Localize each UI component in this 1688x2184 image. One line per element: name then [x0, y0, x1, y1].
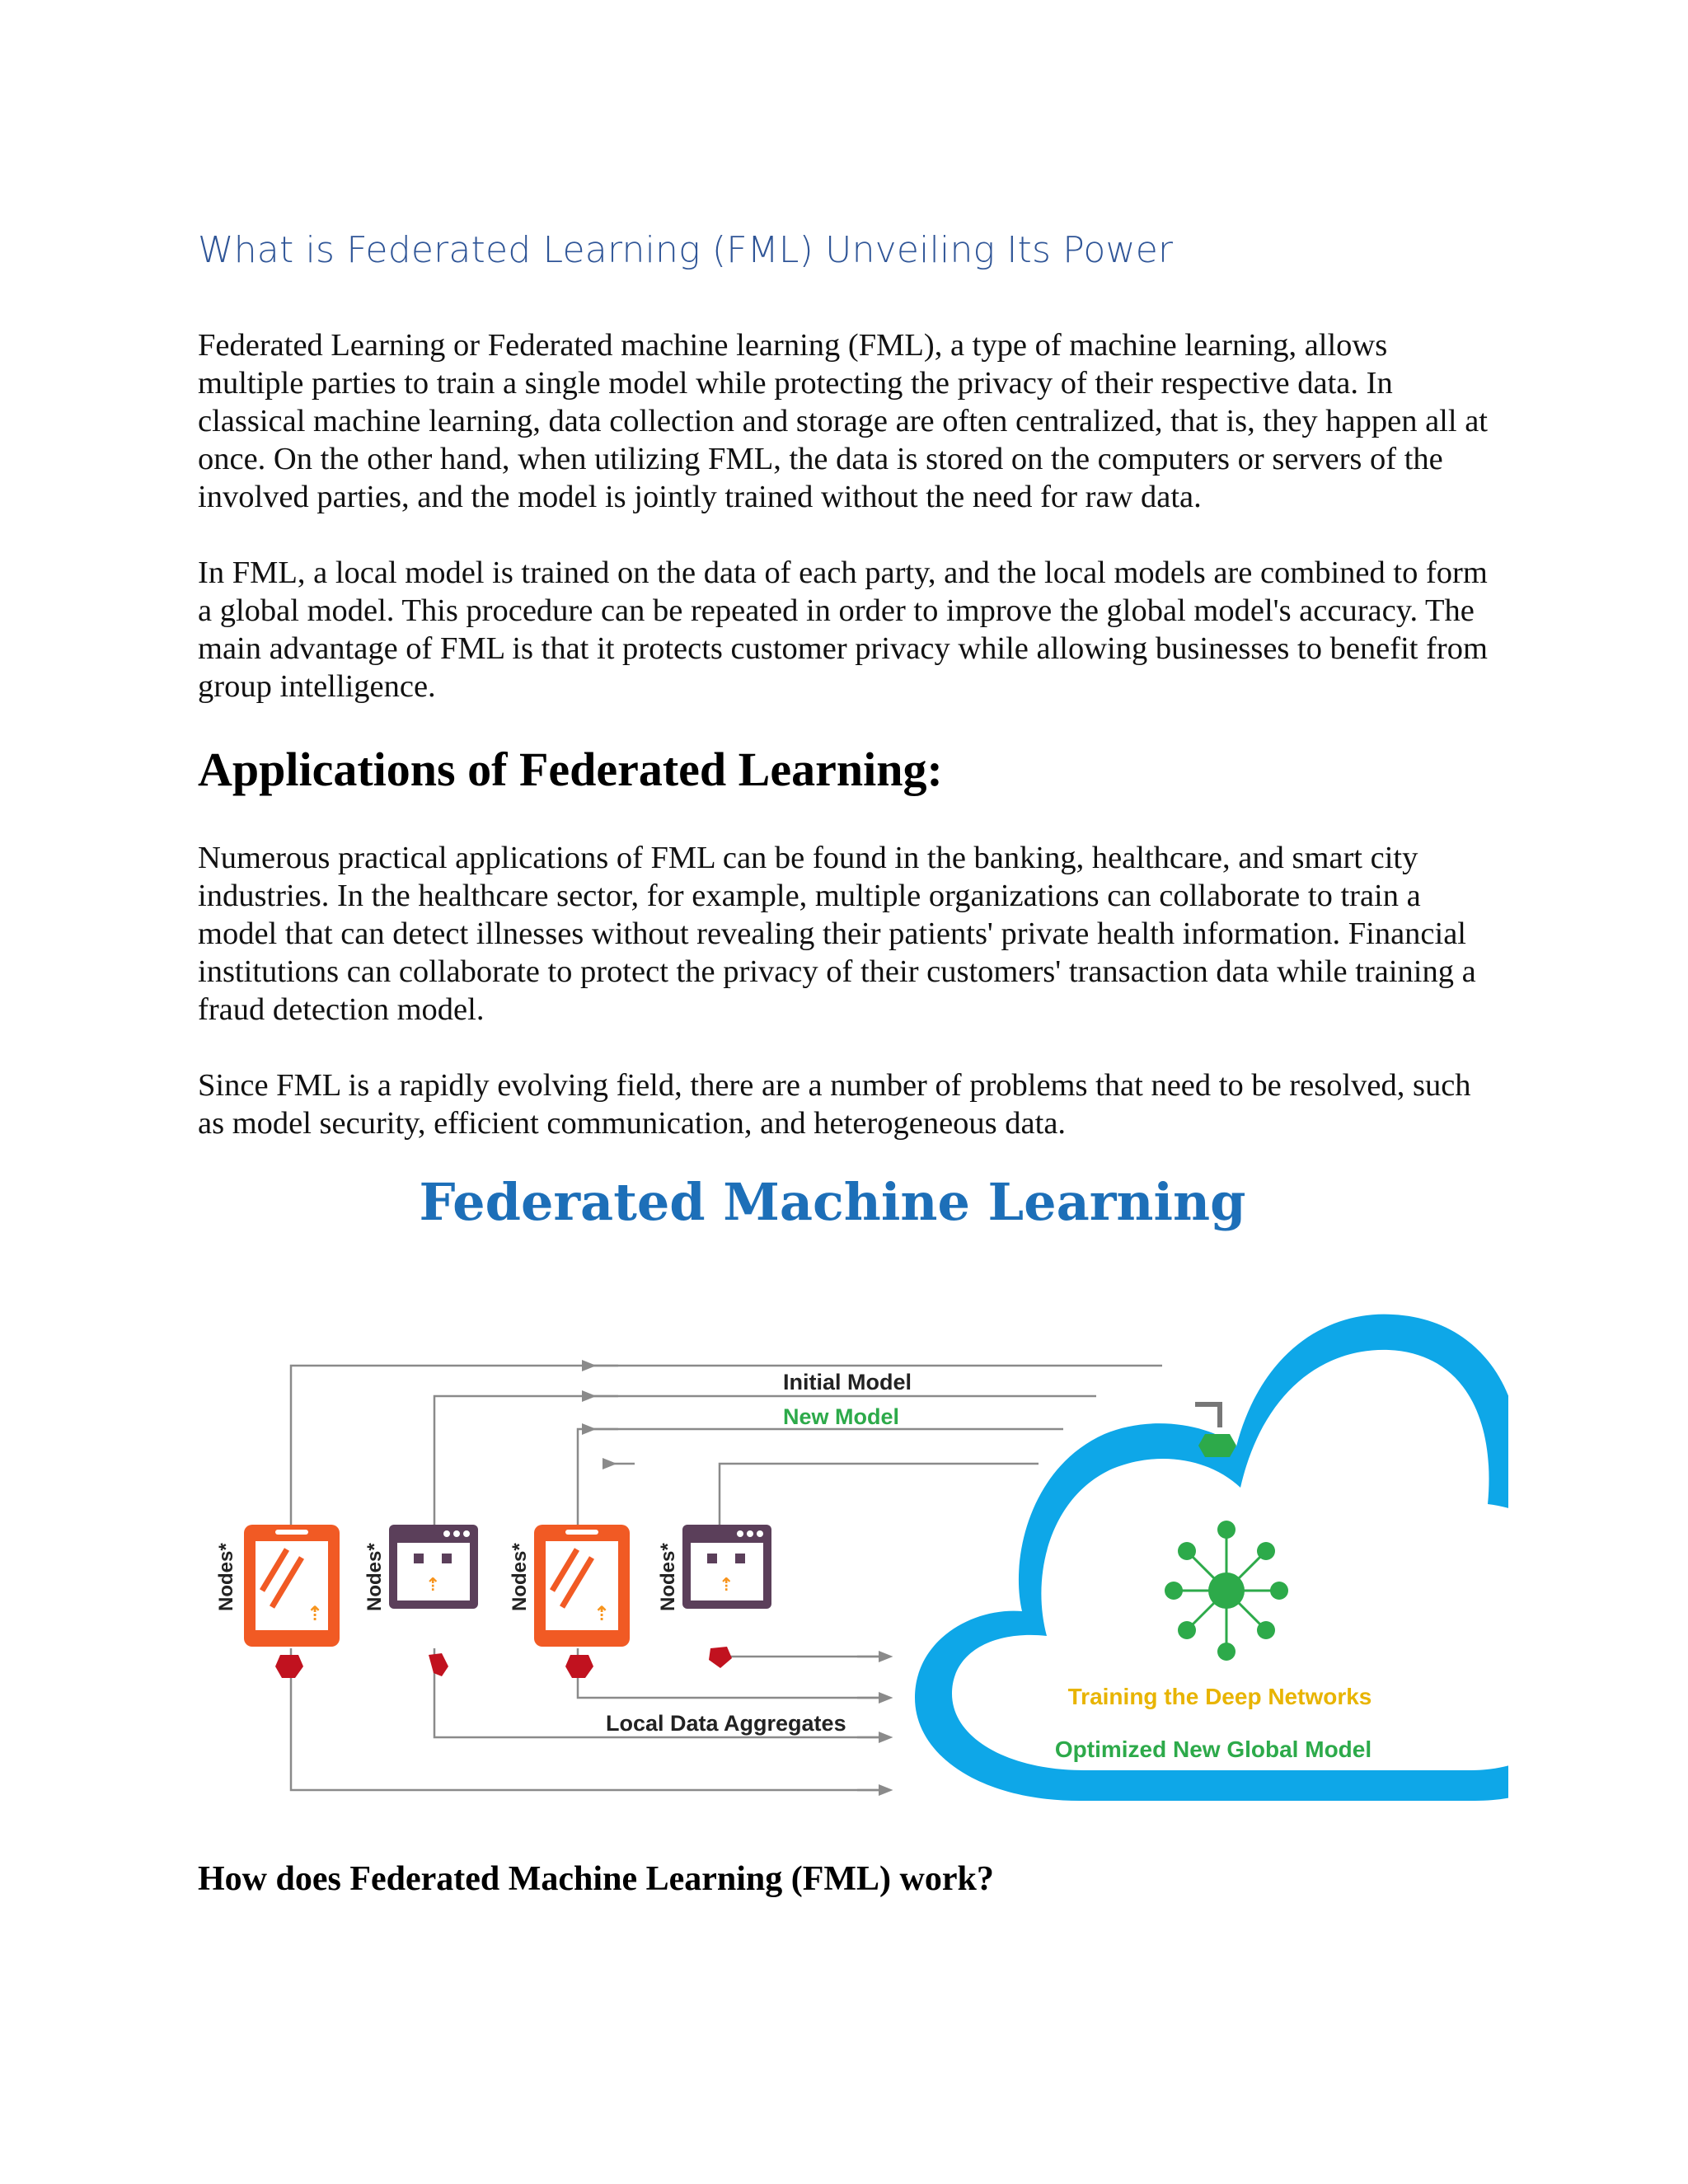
applications-paragraph: Numerous practical applications of FML can be found in the banking, healthcare, and smart city industries. In the healthcare sector, for example, multiple organizations can collaborate to train a model that can detect illnesses without revealing their patients' private health information. Financial institutions can collaborate to protect the privacy of their customers' transaction data while training a fraud detection model. — [198, 841, 1476, 1027]
svg-text:⇡: ⇡ — [593, 1602, 611, 1625]
marker-icon — [275, 1655, 303, 1678]
challenges-paragraph: Since FML is a rapidly evolving field, there are a number of problems that need to be resolved, such as model security, efficient communication, and heterogeneous data. — [198, 1068, 1471, 1141]
initial-model-label: Initial Model — [783, 1370, 912, 1394]
applications-heading: Applications of Federated Learning: — [198, 743, 943, 796]
new-model-label: New Model — [783, 1404, 900, 1429]
node-window-2 — [363, 1525, 478, 1676]
node-tablet-3 — [509, 1525, 630, 1678]
node-label-2: Nodes* — [363, 1543, 386, 1611]
node-label-3: Nodes* — [509, 1543, 531, 1611]
cloud-icon — [915, 1315, 1508, 1801]
svg-text:⇡: ⇡ — [425, 1575, 441, 1596]
svg-text:⇡: ⇡ — [719, 1575, 734, 1596]
local-data-label: Local Data Aggregates — [606, 1711, 846, 1736]
figure-title: Federated Machine Learning — [419, 1172, 1246, 1232]
node-label-4: Nodes* — [657, 1543, 679, 1611]
svg-text:⇡: ⇡ — [307, 1602, 324, 1625]
federated-learning-diagram — [190, 1162, 1508, 1821]
second-paragraph: In FML, a local model is trained on the data of each party, and the local models are combined to form a global model. This procedure can be repeated in order to improve the global model's accuracy. The main advantage of FML is that it protects customer privacy while allowing businesses to benefit from group intelligence. — [198, 555, 1488, 704]
optimized-label: Optimized New Global Model — [1054, 1736, 1372, 1762]
training-label: Training the Deep Networks — [1067, 1684, 1372, 1709]
how-it-works-heading: How does Federated Machine Learning (FML) work? — [198, 1860, 994, 1898]
page-title: What is Federated Learning (FML) Unveiling Its Power — [198, 229, 1174, 271]
node-label-1: Nodes* — [215, 1543, 237, 1611]
intro-paragraph: Federated Learning or Federated machine learning (FML), a type of machine learning, allows multiple parties to train a single model while protecting the privacy of their respective data. In classical machine learning, data collection and storage are often centralized, that is, they happen all at once. On the other hand, when utilizing FML, the data is stored on the computers or servers of the involved parties, and the model is jointly trained without the need for raw data. — [198, 328, 1488, 514]
node-tablet-1 — [215, 1525, 340, 1678]
node-window-4 — [657, 1525, 771, 1668]
